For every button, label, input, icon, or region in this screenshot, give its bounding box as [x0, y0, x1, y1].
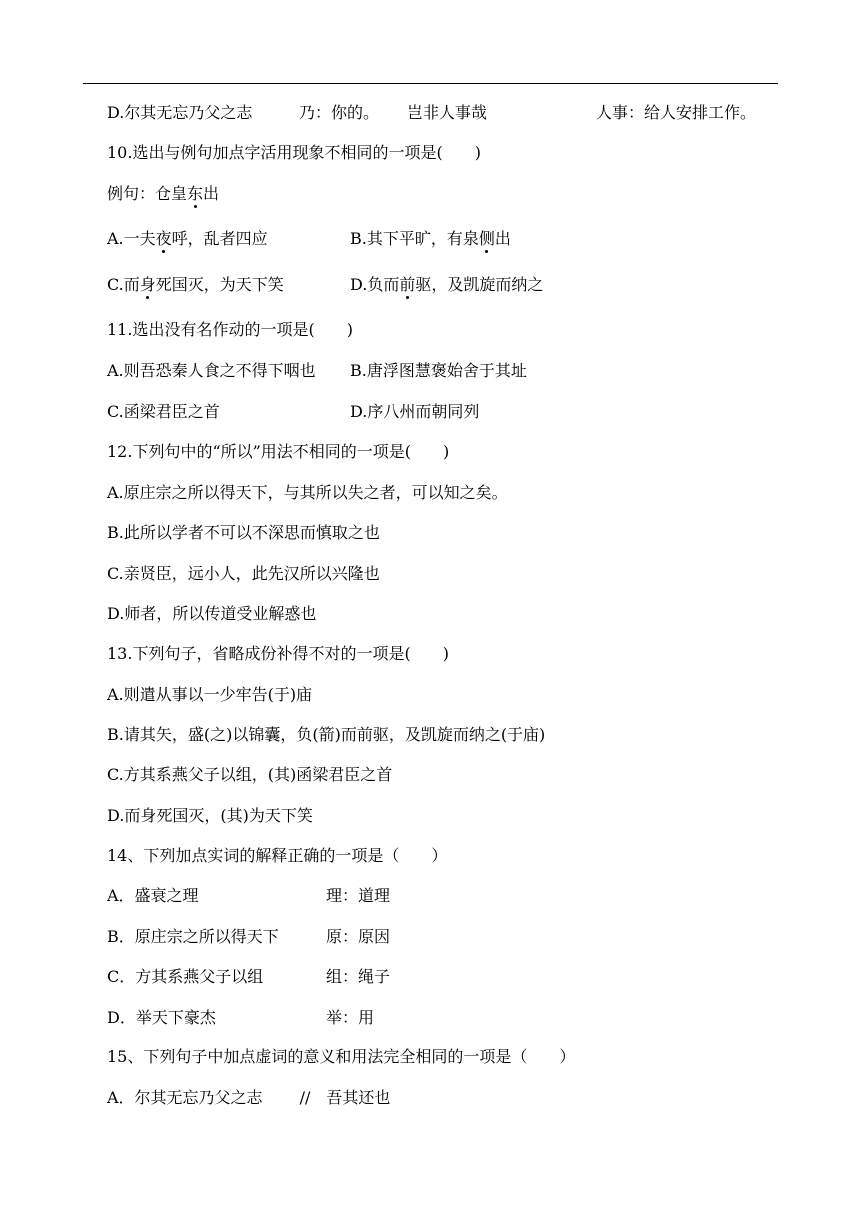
q11-option-a: A.则吾恐秦人食之不得下咽也: [107, 361, 316, 380]
dotted-char: 前: [399, 275, 416, 294]
dotted-char: 夜: [155, 229, 172, 248]
q10-option-b: B.其下平旷，有泉侧出: [350, 229, 511, 248]
q14-option-a-gloss: 理：道理: [326, 886, 391, 905]
q12-option-c: C.亲贤臣，远小人，此先汉所以兴隆也: [107, 564, 380, 583]
q14-option-b-gloss: 原：原因: [326, 927, 391, 946]
q10-option-a: A.一夫夜呼，乱者四应: [107, 229, 268, 248]
dotted-char: 东: [187, 184, 204, 203]
q14-option-d-gloss: 举：用: [326, 1008, 375, 1027]
q15-option-a: A．尔其无忘乃父之志 // 吾其还也: [107, 1088, 391, 1107]
q14-option-d: D．举天下豪杰: [107, 1008, 216, 1027]
q12-option-a: A.原庄宗之所以得天下，与其所以失之者，可以知之矣。: [107, 483, 508, 502]
header-rule: [83, 83, 778, 84]
q12-option-b: B.此所以学者不可以不深思而慎取之也: [107, 523, 380, 542]
q10-option-c: C.而身死国灭，为天下笑: [107, 275, 284, 294]
q13-option-c: C.方其系燕父子以组，(其)函梁君臣之首: [107, 765, 393, 784]
q12-option-d: D.师者，所以传道受业解惑也: [107, 604, 317, 623]
q13-question: 13.下列句子，省略成份补得不对的一项是( ): [107, 644, 449, 663]
q10-option-d: D.负而前驱，及凯旋而纳之: [350, 275, 544, 294]
q13-option-a: A.则遣从事以一少牢告(于)庙: [107, 685, 313, 704]
prev-option-d-gloss: 乃：你的。: [299, 103, 380, 122]
q11-option-b: B.唐浮图慧褒始舍于其址: [350, 361, 527, 380]
q14-option-c-gloss: 组：绳子: [326, 967, 391, 986]
q14-question: 14、下列加点实词的解释正确的一项是（ ）: [107, 846, 448, 865]
q14-option-c: C．方其系燕父子以组: [107, 967, 264, 986]
q14-option-a: A．盛衰之理: [107, 886, 199, 905]
q13-option-b: B.请其矢，盛(之)以锦囊，负(箭)而前驱，及凯旋而纳之(于庙): [107, 725, 546, 744]
q13-option-d: D.而身死国灭，(其)为天下笑: [107, 806, 313, 825]
q12-question: 12.下列句中的“所以”用法不相同的一项是( ): [107, 442, 450, 461]
q10-question: 10.选出与例句加点字活用现象不相同的一项是( ): [107, 143, 481, 162]
dotted-char: 侧: [478, 229, 495, 248]
prev-option-d-gloss-2: 人事：给人安排工作。: [596, 103, 757, 122]
q14-option-b: B．原庄宗之所以得天下: [107, 927, 279, 946]
prev-option-d: D.尔其无忘乃父之志: [107, 103, 253, 122]
q11-question: 11.选出没有名作动的一项是( ): [107, 320, 353, 339]
dotted-char: 身: [139, 275, 156, 294]
q11-option-c: C.函梁君臣之首: [107, 402, 220, 421]
q10-example: 例句：仓皇东出: [107, 184, 220, 203]
prev-option-d-sentence: 岂非人事哉: [407, 103, 488, 122]
q15-question: 15、下列句子中加点虚词的意义和用法完全相同的一项是（ ）: [107, 1047, 576, 1066]
q11-option-d: D.序八州而朝同列: [350, 402, 480, 421]
